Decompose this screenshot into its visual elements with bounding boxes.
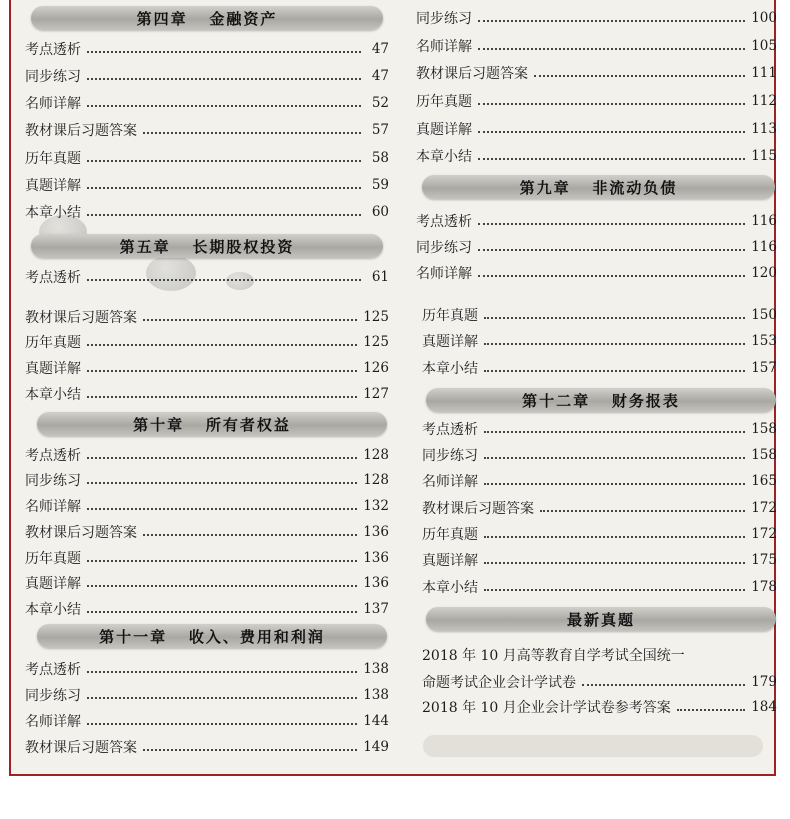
entry-label: 同步练习 <box>416 240 472 256</box>
leader-dots <box>484 562 745 564</box>
leader-dots <box>484 536 745 538</box>
toc-entry[interactable] <box>25 329 389 355</box>
decorative-bar <box>423 735 763 757</box>
page-number: 58 <box>371 150 389 166</box>
page-number: 60 <box>371 204 389 220</box>
leader-dots <box>87 508 357 510</box>
toc-entry[interactable] <box>416 33 777 59</box>
entry-label: 考点透析 <box>25 42 81 58</box>
page-number: 127 <box>363 386 389 402</box>
leader-dots <box>540 510 745 512</box>
leader-dots <box>87 611 357 613</box>
page-number: 126 <box>363 360 389 376</box>
page-number: 136 <box>363 575 389 591</box>
leader-dots <box>87 279 361 281</box>
toc-entry[interactable] <box>422 416 777 442</box>
entry-label: 同步练习 <box>25 688 81 704</box>
toc-entry[interactable] <box>25 355 389 381</box>
leader-dots <box>87 105 361 107</box>
entry-label: 名师详解 <box>422 474 478 490</box>
toc-entry[interactable] <box>422 521 777 547</box>
toc-entry[interactable] <box>25 63 389 89</box>
leader-dots <box>478 275 745 277</box>
toc-entry[interactable] <box>422 495 777 521</box>
leader-dots <box>87 396 357 398</box>
toc-entry[interactable] <box>422 574 777 600</box>
entry-label: 真题详解 <box>422 334 478 350</box>
leader-dots <box>484 589 745 591</box>
entry-label: 考点透析 <box>25 448 81 464</box>
page-number: 59 <box>371 177 389 193</box>
page-number: 184 <box>751 699 777 715</box>
page-number: 136 <box>363 524 389 540</box>
entry-label: 历年真题 <box>25 335 81 351</box>
page-number: 178 <box>751 579 777 595</box>
entry-label: 历年真题 <box>422 308 478 324</box>
page-number: 153 <box>751 333 777 349</box>
leader-dots <box>87 51 361 53</box>
page-number: 125 <box>363 309 389 325</box>
page-number: 158 <box>751 447 777 463</box>
toc-entry[interactable] <box>25 708 389 734</box>
page-number: 157 <box>751 360 777 376</box>
leader-dots <box>478 223 745 225</box>
toc-entry[interactable] <box>25 519 389 545</box>
leader-dots <box>484 483 745 485</box>
toc-entry[interactable] <box>416 88 777 114</box>
toc-entry[interactable] <box>25 682 389 708</box>
page-number: 120 <box>751 265 777 281</box>
page-number: 128 <box>363 472 389 488</box>
toc-entry[interactable] <box>422 547 777 573</box>
page-number: 112 <box>751 93 777 109</box>
toc-entry[interactable] <box>25 90 389 116</box>
page-number: 144 <box>363 713 389 729</box>
entry-label: 同步练习 <box>422 448 478 464</box>
toc-entry[interactable] <box>25 199 389 225</box>
entry-label: 本章小结 <box>422 361 478 377</box>
entry-label: 教材课后习题答案 <box>25 310 137 326</box>
leader-dots <box>478 48 745 50</box>
leader-dots <box>484 317 745 319</box>
entry-label: 真题详解 <box>25 576 81 592</box>
toc-entry[interactable] <box>416 260 777 286</box>
entry-label: 历年真题 <box>25 151 81 167</box>
page-number: 136 <box>363 550 389 566</box>
page-number: 172 <box>751 500 777 516</box>
leader-dots <box>484 343 745 345</box>
entry-label: 真题详解 <box>25 178 81 194</box>
entry-label: 本章小结 <box>25 602 81 618</box>
toc-entry[interactable] <box>25 304 389 330</box>
entry-label: 教材课后习题答案 <box>422 501 534 517</box>
entry-label: 考点透析 <box>422 422 478 438</box>
entry-label: 名师详解 <box>25 714 81 730</box>
entry-label: 考点透析 <box>416 214 472 230</box>
page-number: 116 <box>751 213 777 229</box>
toc-entry[interactable] <box>416 5 777 31</box>
leader-dots <box>87 482 357 484</box>
page-number: 132 <box>363 498 389 514</box>
page-number: 61 <box>371 269 389 285</box>
entry-label: 历年真题 <box>25 551 81 567</box>
entry-label: 考点透析 <box>25 662 81 678</box>
chapter-header: 第四章 金融资产 <box>31 6 383 30</box>
toc-entry[interactable] <box>25 545 389 571</box>
entry-label: 教材课后习题答案 <box>25 123 137 139</box>
entry-label: 真题详解 <box>416 122 472 138</box>
leader-dots <box>87 723 357 725</box>
entry-label: 教材课后习题答案 <box>25 740 137 756</box>
toc-entry[interactable] <box>422 442 777 468</box>
entry-label: 命题考试企业会计学试卷 <box>422 675 576 691</box>
entry-label: 名师详解 <box>416 266 472 282</box>
page-number: 138 <box>363 687 389 703</box>
leader-dots <box>87 214 361 216</box>
toc-entry[interactable] <box>422 694 777 720</box>
page-number: 179 <box>751 674 777 690</box>
leader-dots <box>87 187 361 189</box>
leader-dots <box>484 457 745 459</box>
page-number: 158 <box>751 421 777 437</box>
entry-label: 同步练习 <box>25 69 81 85</box>
toc-entry[interactable] <box>422 468 777 494</box>
entry-label: 历年真题 <box>416 94 472 110</box>
leader-dots <box>677 709 745 711</box>
page-number: 149 <box>363 739 389 755</box>
toc-page <box>9 0 776 776</box>
toc-entry[interactable] <box>416 143 777 169</box>
page-number: 175 <box>751 552 777 568</box>
leader-dots <box>143 319 357 321</box>
leader-dots <box>87 697 357 699</box>
page-number: 116 <box>751 239 777 255</box>
page-number: 113 <box>751 121 777 137</box>
toc-entry[interactable] <box>416 60 777 86</box>
leader-dots <box>87 344 357 346</box>
leader-dots <box>478 158 745 160</box>
entry-label: 真题详解 <box>422 553 478 569</box>
leader-dots <box>87 560 357 562</box>
leader-dots <box>87 457 357 459</box>
leader-dots <box>478 20 745 22</box>
leader-dots <box>478 249 745 251</box>
entry-label: 名师详解 <box>25 499 81 515</box>
chapter-header: 第十章 所有者权益 <box>37 412 387 436</box>
page-number: 105 <box>751 38 777 54</box>
page-number: 128 <box>363 447 389 463</box>
leader-dots <box>87 78 361 80</box>
page-number: 111 <box>751 65 777 81</box>
leader-dots <box>143 132 361 134</box>
entry-label: 名师详解 <box>25 96 81 112</box>
entry-label: 本章小结 <box>416 149 472 165</box>
chapter-header: 第九章 非流动负债 <box>422 175 775 199</box>
page-number: 47 <box>371 41 389 57</box>
toc-entry[interactable] <box>25 570 389 596</box>
page-number: 57 <box>371 122 389 138</box>
leader-dots <box>484 370 745 372</box>
toc-entry[interactable] <box>25 36 389 62</box>
chapter-header: 最新真题 <box>426 607 776 631</box>
entry-label: 本章小结 <box>422 580 478 596</box>
chapter-header: 第五章 长期股权投资 <box>31 234 383 258</box>
toc-entry[interactable] <box>25 656 389 682</box>
leader-dots <box>87 585 357 587</box>
toc-entry[interactable] <box>416 234 777 260</box>
entry-label: 考点透析 <box>25 270 81 286</box>
entry-label: 名师详解 <box>416 39 472 55</box>
toc-entry[interactable] <box>422 642 777 668</box>
toc-entry[interactable] <box>25 145 389 171</box>
leader-dots <box>143 534 357 536</box>
toc-entry[interactable] <box>25 596 389 622</box>
toc-entry[interactable] <box>416 116 777 142</box>
leader-dots <box>478 103 745 105</box>
toc-entry[interactable] <box>25 381 389 407</box>
leader-dots <box>582 684 745 686</box>
page-number: 47 <box>371 68 389 84</box>
toc-entry[interactable] <box>25 117 389 143</box>
entry-label: 本章小结 <box>25 387 81 403</box>
page-number: 115 <box>751 148 777 164</box>
chapter-header: 第十一章 收入、费用和利润 <box>37 624 387 648</box>
entry-label: 历年真题 <box>422 527 478 543</box>
toc-entry[interactable] <box>25 264 389 290</box>
leader-dots <box>87 671 357 673</box>
toc-entry[interactable] <box>25 493 389 519</box>
page-number: 150 <box>751 307 777 323</box>
chapter-header: 第十二章 财务报表 <box>426 388 776 412</box>
leader-dots <box>87 370 357 372</box>
toc-entry[interactable] <box>25 467 389 493</box>
leader-dots <box>484 431 745 433</box>
toc-entry[interactable] <box>422 669 777 695</box>
entry-label: 同步练习 <box>416 11 472 27</box>
page-number: 137 <box>363 601 389 617</box>
toc-entry[interactable] <box>25 734 389 760</box>
entry-label: 真题详解 <box>25 361 81 377</box>
entry-label: 教材课后习题答案 <box>416 66 528 82</box>
toc-entry[interactable] <box>422 302 777 328</box>
leader-dots <box>87 160 361 162</box>
page-number: 100 <box>751 10 777 26</box>
page-number: 165 <box>751 473 777 489</box>
entry-label: 2018 年 10 月高等教育自学考试全国统一 <box>422 648 685 664</box>
page-number: 172 <box>751 526 777 542</box>
entry-label: 2018 年 10 月企业会计学试卷参考答案 <box>422 700 671 716</box>
leader-dots <box>143 749 357 751</box>
toc-entry[interactable] <box>25 442 389 468</box>
leader-dots <box>534 75 745 77</box>
page-number: 138 <box>363 661 389 677</box>
entry-label: 教材课后习题答案 <box>25 525 137 541</box>
entry-label: 同步练习 <box>25 473 81 489</box>
toc-entry[interactable] <box>25 172 389 198</box>
toc-entry[interactable] <box>416 208 777 234</box>
page-number: 125 <box>363 334 389 350</box>
toc-entry[interactable] <box>422 328 777 354</box>
entry-label: 本章小结 <box>25 205 81 221</box>
leader-dots <box>478 131 745 133</box>
toc-entry[interactable] <box>422 355 777 381</box>
page-number: 52 <box>371 95 389 111</box>
